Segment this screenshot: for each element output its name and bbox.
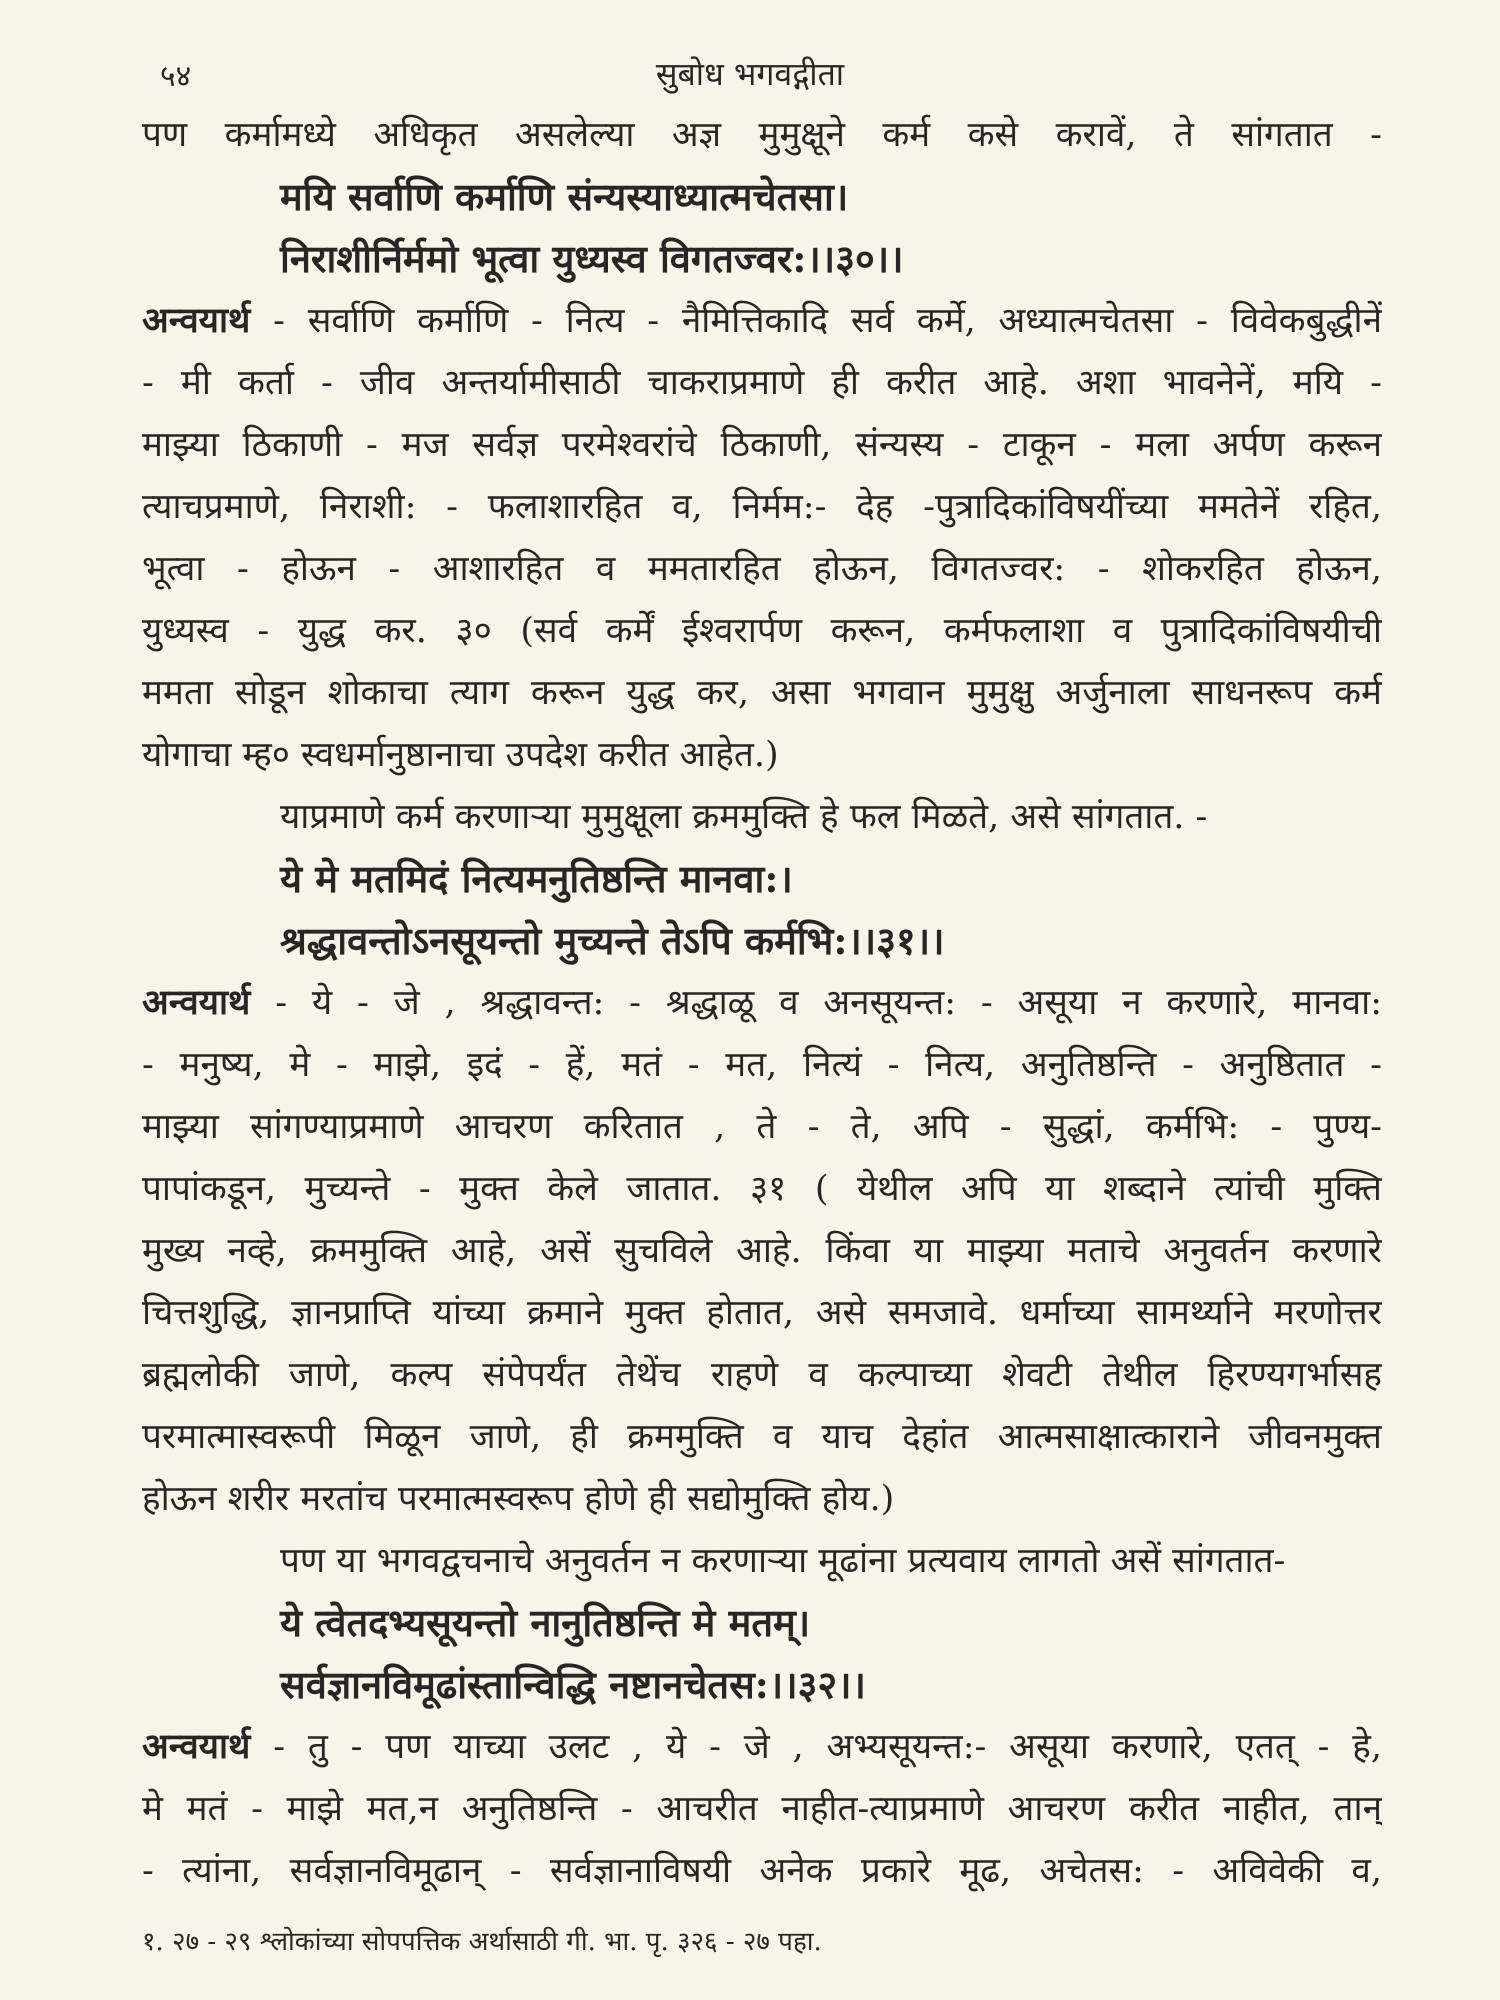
commentary-line: परमात्मास्वरूपी मिळून जाणे, ही क्रममुक्ति व याच देहांत आत्मसाक्षात्काराने जीवनमुक्त	[142, 1417, 1382, 1457]
commentary-line: ब्रह्मलोकी जाणे, कल्प संपेपर्यंत तेथेंच राहणे व कल्पाच्या शेवटी तेथील हिरण्यगर्भासह	[142, 1355, 1382, 1395]
commentary-line: - मी कर्ता - जीव अन्तर्यामीसाठी चाकराप्रमाणे ही करीत आहे. अशा भावनेनें, मयि -	[142, 363, 1382, 403]
running-title: सुबोध भगवद्गीता	[655, 55, 845, 93]
verse-line: ये त्वेतदभ्यसूयन्तो नानुतिष्ठन्ति मे मतम्।	[280, 1600, 811, 1645]
commentary-line: पापांकडून, मुच्यन्ते - मुक्त केले जातात. ३१ ( येथील अपि या शब्दाने त्यांची मुक्ति	[142, 1169, 1382, 1209]
commentary-line: चित्तशुद्धि, ज्ञानप्राप्ति यांच्या क्रमाने मुक्त होतात, असे समजावे. धर्माच्या सामर्थ्याने मरणोत्तर	[142, 1293, 1382, 1333]
anvayartha-label: अन्वयार्थ	[142, 1726, 251, 1767]
verse-line: निराशीर्निर्ममो भूत्वा युध्यस्व विगतज्वर:।।३०।।	[280, 236, 904, 281]
commentary-line: योगाचा म्ह० स्वधर्मानुष्ठानाचा उपदेश करीत आहेत.)	[142, 735, 779, 775]
commentary-line	[142, 972, 1382, 1034]
page-header	[0, 48, 1500, 98]
commentary-text: - तु - पण याच्या उलट , ये - जे , अभ्यसूयन्त:- असूया करणारे, एतत् - हे,	[250, 1727, 1382, 1767]
commentary-line: होऊन शरीर मरतांच परमात्मस्वरूप होणे ही सद्योमुक्ति होय.)	[142, 1479, 895, 1519]
commentary-line: मे मतं - माझे मत,न अनुतिष्ठन्ति - आचरीत नाहीत-त्याप्रमाणे आचरण करीत नाहीत, तान्	[142, 1789, 1382, 1829]
verse-line: सर्वज्ञानविमूढांस्तान्विद्धि नष्टानचेतस:।।३२।।	[280, 1662, 866, 1707]
anvayartha-label: अन्वयार्थ	[142, 300, 251, 341]
verse-line: श्रद्धावन्तोऽनसूयन्तो मुच्यन्ते तेऽपि कर्मभि:।।३१।।	[280, 918, 945, 963]
commentary-line: माझ्या सांगण्याप्रमाणे आचरण करितात , ते - ते, अपि - सुद्धां, कर्मभि: - पुण्य-	[142, 1107, 1382, 1147]
commentary-line	[142, 290, 1382, 352]
prose-line: पण या भगवद्वचनाचे अनुवर्तन न करणाऱ्या मूढांना प्रत्यवाय लागतो असें सांगतात-	[280, 1541, 1286, 1581]
commentary-line: - मनुष्य, मे - माझे, इदं - हें, मतं - मत, नित्यं - नित्य, अनुतिष्ठन्ति - अनुष्ठितात -	[142, 1045, 1382, 1085]
footnote: १. २७ - २९ श्लोकांच्या सोपपत्तिक अर्थासाठी गी. भा. पृ. ३२६ - २७ पहा.	[142, 1927, 822, 1957]
commentary-line: भूत्वा - होऊन - आशारहित व ममतारहित होऊन, विगतज्वर: - शोकरहित होऊन,	[142, 549, 1382, 589]
commentary-line: माझ्या ठिकाणी - मज सर्वज्ञ परमेश्वरांचे ठिकाणी, संन्यस्य - टाकून - मला अर्पण करून	[142, 425, 1382, 465]
prose-line: याप्रमाणे कर्म करणाऱ्या मुमुक्षूला क्रममुक्ति हे फल मिळते, असे सांगतात. -	[280, 797, 1208, 837]
commentary-line: त्याचप्रमाणे, निराशी: - फलाशारहित व, निर्मम:- देह -पुत्रादिकांविषयींच्या ममतेनें रहित,	[142, 487, 1382, 527]
prose-line: पण कर्मामध्ये अधिकृत असलेल्या अज्ञ मुमुक्षूने कर्म कसे करावें, ते सांगतात -	[142, 115, 1382, 155]
commentary-line: - त्यांना, सर्वज्ञानविमूढान् - सर्वज्ञानाविषयी अनेक प्रकारे मूढ, अचेतस: - अविवेकी व,	[142, 1851, 1382, 1891]
commentary-text: - सर्वाणि कर्माणि - नित्य - नैमित्तिकादि सर्व कर्मे, अध्यात्मचेतसा - विवेकबुद्धीनें	[250, 301, 1382, 341]
verse-line: मयि सर्वाणि कर्माणि संन्यस्याध्यात्मचेतसा।	[280, 174, 849, 219]
anvayartha-label: अन्वयार्थ	[142, 982, 251, 1023]
commentary-text: - ये - जे , श्रद्धावन्त: - श्रद्धाळू व अनसूयन्त: - असूया न करणारे, मानवा:	[250, 983, 1382, 1023]
commentary-line: ममता सोडून शोकाचा त्याग करून युद्ध कर, असा भगवान मुमुक्षु अर्जुनाला साधनरूप कर्म	[142, 673, 1382, 713]
page-number: ५४	[160, 59, 192, 94]
commentary-line	[142, 1716, 1382, 1778]
commentary-line: मुख्य नव्हे, क्रममुक्ति आहे, असें सुचविले आहे. किंवा या माझ्या मताचे अनुवर्तन करणारे	[142, 1231, 1382, 1271]
page-body	[142, 104, 1382, 1904]
verse-line: ये मे मतमिदं नित्यमनुतिष्ठन्ति मानवा:।	[280, 856, 793, 901]
commentary-line: युध्यस्व - युद्ध कर. ३० (सर्व कर्में ईश्वरार्पण करून, कर्मफलाशा व पुत्रादिकांविषयीची	[142, 611, 1382, 651]
